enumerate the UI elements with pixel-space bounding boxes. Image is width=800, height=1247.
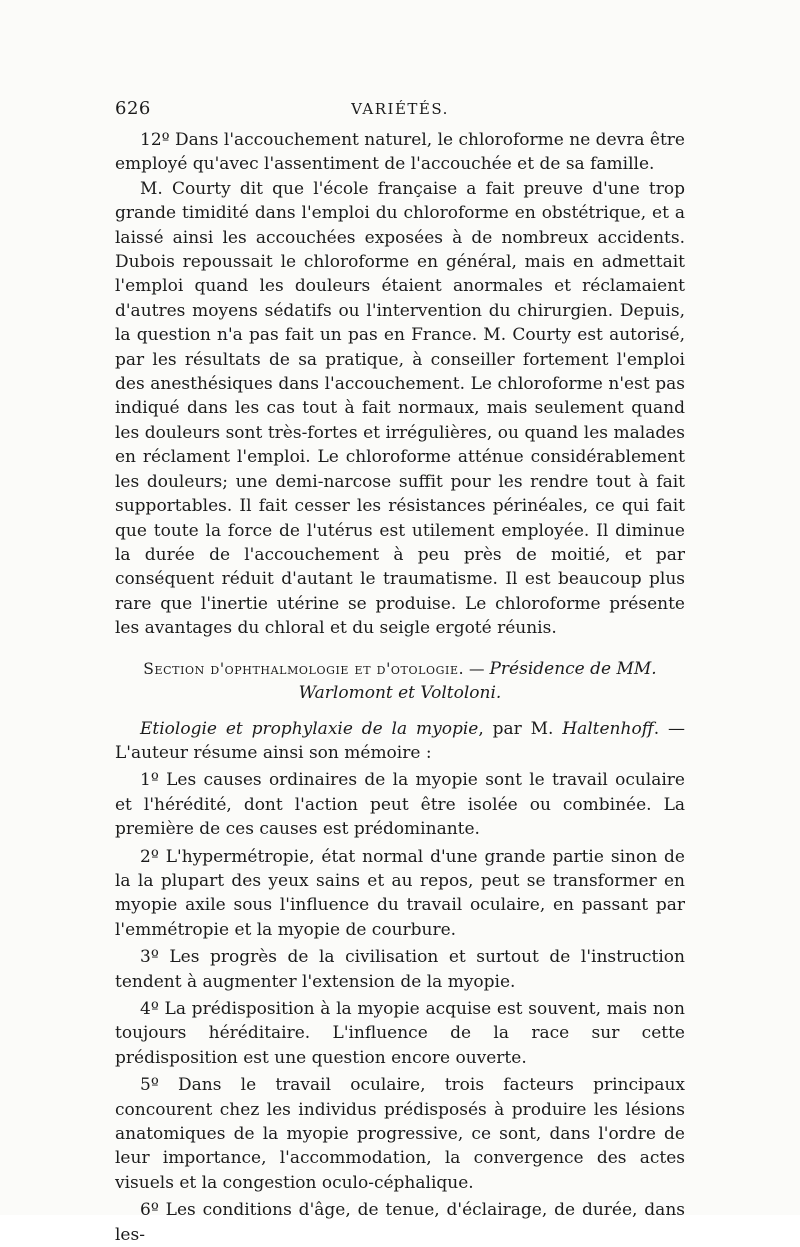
running-title: VARIÉTÉS. [351,100,449,118]
paragraph-courty: M. Courty dit que l'école française a fait preuve d'une trop grande timidité dans l'emploi du chloroforme en obstétrique, et a laissé ainsi les accouchées exposées à de nombreux accidents. Dubois repoussait le chloroforme en général, mais en admettait l'emploi quand les douleurs étaient anormales et réclamaient d'autres moyens sédatifs ou l'intervention du chirurgien. Depuis, la question n'a pas fait un pas en France. M. Courty est autorisé, par les résultats de sa pratique, à conseiller fortement l'emploi des anesthésiques dans l'accouchement. Le chloroforme n'est pas indiqué dans les cas tout à fait normaux, mais seulement quand les douleurs sont très-fortes et irrégulières, ou quand les malades en réclament l'emploi. Le chloroforme atténue considérablement les douleurs; une demi-narcose suffit pour les rendre tout à fait supportables. Il fait cesser les résistances périnéales, ce qui fait que toute la force de l'utérus est utilement employée. Il diminue la durée de l'accouchement à peu près de moitié, et par conséquent réduit d'autant le traumatisme. Il est beaucoup plus rare que l'inertie utérine se produise. Le chloroforme présente les avantages du chloral et du seigle ergoté réunis. [115,178,685,639]
point-1: 1º Les causes ordinaires de la myopie sont le travail oculaire et l'hérédité, dont l'action peut être isolée ou combinée. La première de ces causes est prédominante. [115,770,685,840]
paper-rest: . — L'auteur résume ainsi son mémoire : [115,718,685,763]
paper-author: Haltenhoff [562,718,654,739]
paragraph-item-12: 12º Dans l'accouchement naturel, le chloroforme ne devra être employé qu'avec l'assentiment de l'accouchée et de sa famille. [115,130,685,175]
page-header [115,98,685,122]
point-2: 2º L'hypermétropie, état normal d'une grande partie sinon de la la plupart des yeux sains et au repos, peut se transformer en myopie axile sous l'influence du travail oculaire, en passant par l'emmétropie et la myopie de courbure. [115,846,685,940]
body-text [115,128,685,1247]
page-number: 626 [115,98,151,119]
point-5: 5º Dans le travail oculaire, trois facteurs principaux concourent chez les individus prédisposés à produire les lésions anatomiques de la myopie progressive, ce sont, dans l'ordre de leur importance, l'accommodation, la convergence des actes visuels et la congestion oculo-céphalique. [115,1075,685,1193]
point-4: 4º La prédisposition à la myopie acquise est souvent, mais non toujours héréditaire. L'influence de la race sur cette prédisposition est une question encore ouverte. [115,999,685,1068]
section-title: Section d'ophthalmologie et d'otologie. [143,659,465,678]
section-presidence: Présidence de MM. Warlomont et Voltoloni. [298,658,657,703]
point-3: 3º Les progrès de la civilisation et surtout de l'instruction tendent à augmenter l'extension de la myopie. [115,947,685,992]
paper-intro [115,717,685,766]
section-dash: — [464,659,490,678]
paper-by: , par M. [478,718,563,739]
section-heading [115,657,685,705]
paper-title: Etiologie et prophylaxie de la myopie [140,718,479,739]
point-6: 6º Les conditions d'âge, de tenue, d'éclairage, de durée, dans les- [115,1200,685,1245]
